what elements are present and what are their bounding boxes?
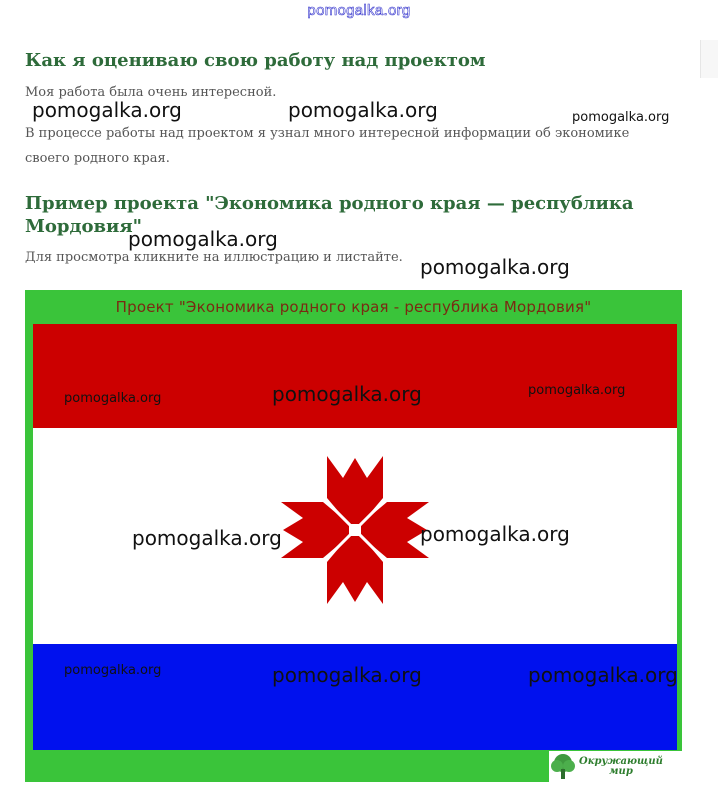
watermark: pomogalka.org [132, 526, 282, 550]
solar-cross-emblem-icon [273, 448, 437, 612]
view-hint: Для просмотра кликните на иллюстрацию и листайте. [25, 250, 403, 265]
flag-blue-stripe [33, 644, 677, 750]
logo-line1: Окружающий [579, 755, 663, 767]
paragraph-info-line2: своего родного края. [25, 151, 170, 166]
section-heading-evaluation: Как я оцениваю свою работу над проектом [25, 50, 486, 71]
watermark: pomogalka.org [528, 663, 678, 687]
watermark: pomogalka.org [288, 98, 438, 122]
paragraph-info-line1: В процессе работы над проектом я узнал много интересной информации об экономике [25, 126, 630, 141]
logo-text [579, 757, 663, 777]
watermark: pomogalka.org [64, 663, 162, 678]
watermark: pomogalka.org [528, 383, 626, 398]
okruzhayushchiy-mir-logo [549, 751, 682, 782]
side-widget-edge[interactable] [700, 40, 718, 78]
watermark: pomogalka.org [64, 391, 162, 406]
section-heading-example-line2: Мордовия" [25, 216, 143, 237]
flag-red-stripe [33, 324, 677, 428]
watermark: pomogalka.org [572, 110, 670, 125]
tree-icon [549, 753, 577, 781]
top-watermark: pomogalka.org [307, 2, 411, 19]
paragraph-interesting: Моя работа была очень интересной. [25, 85, 277, 100]
watermark: pomogalka.org [420, 255, 570, 279]
section-heading-example-line1: Пример проекта "Экономика родного края — республика [25, 193, 634, 214]
watermark: pomogalka.org [272, 382, 422, 406]
project-slide[interactable] [25, 290, 682, 782]
watermark: pomogalka.org [272, 663, 422, 687]
watermark: pomogalka.org [420, 522, 570, 546]
logo-line2: мир [609, 765, 633, 777]
watermark: pomogalka.org [128, 227, 278, 251]
slide-title: Проект "Экономика родного края - республика Мордовия" [115, 298, 592, 316]
watermark: pomogalka.org [32, 98, 182, 122]
